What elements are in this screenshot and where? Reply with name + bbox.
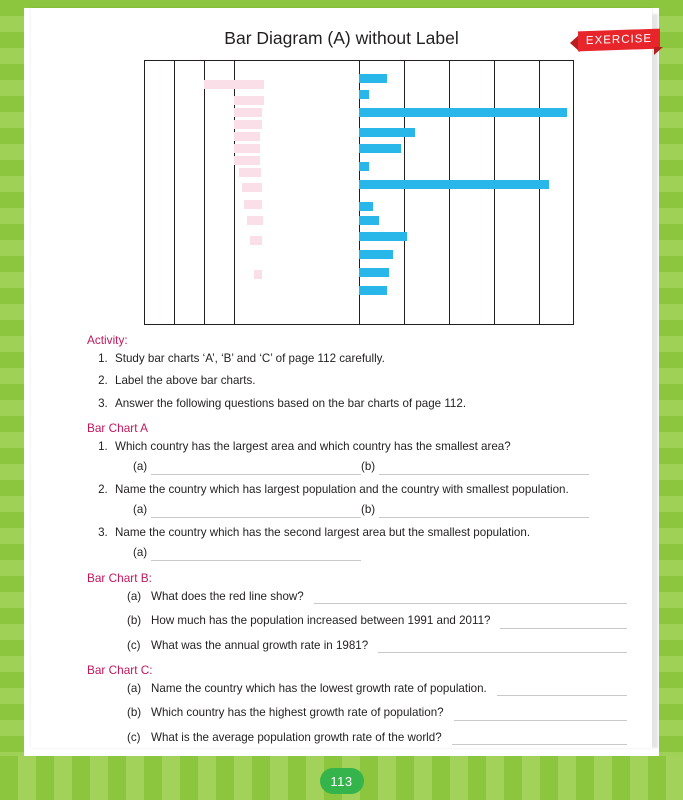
activity-heading: Activity: [87,333,128,347]
chart-bar-pink [242,183,262,192]
answer-row [133,460,627,474]
chart-bar-pink [254,270,262,279]
answer-label: (a) [133,503,148,517]
answer-slot[interactable] [133,460,361,474]
chart-bar-blue [359,108,567,117]
question-letter: (a) [127,681,142,695]
chart-bar-blue [359,202,373,211]
list-item [111,483,627,518]
page-border-left [0,0,24,800]
answer-line[interactable] [497,683,627,696]
page-border-top [0,0,683,8]
question-letter: (c) [127,638,141,652]
sheet-shadow [652,14,658,748]
question-text: What was the annual growth rate in 1981? [151,638,369,652]
list-item [111,440,627,475]
chart-bar-pink [204,80,264,89]
chart-bar-blue [359,268,389,277]
list-item [111,526,627,561]
answer-row [133,546,627,560]
chart-bar-blue [359,232,407,241]
chart-bar-pink [234,156,260,165]
question-text: Name the country which has the second largest area but the smallest population. [115,525,531,539]
chart-bar-pink [239,168,261,177]
question-row [127,639,627,653]
worksheet-sheet [31,8,652,748]
page-title: Bar Diagram (A) without Label [224,28,459,48]
exercise-ribbon [570,30,662,58]
answer-line[interactable] [378,640,627,653]
question-row [127,731,627,745]
question-letter: (c) [127,730,141,744]
question-text: How much has the population increased between 1991 and 2011? [151,614,491,628]
question-text: Name the country which has the lowest growth rate of population. [151,681,487,695]
question-row [127,614,627,628]
activity-list [89,352,627,411]
chart-bar-pink [234,108,262,117]
bar-chart-c-heading: Bar Chart C: [87,663,153,678]
chart-bar-blue [359,74,387,83]
chart-bar-pink [244,200,262,209]
question-letter: (a) [127,589,142,603]
answer-slot[interactable] [133,503,361,517]
answer-label: (a) [133,546,148,560]
answer-line[interactable] [500,616,627,629]
chart-bar-blue [359,250,393,259]
question-text: What is the average population growth rate of the world? [151,730,442,744]
answer-line[interactable] [454,708,627,721]
question-row [127,706,627,720]
answer-line[interactable] [452,732,627,745]
question-text: Which country has the highest growth rate of population? [151,706,444,720]
answer-line[interactable] [379,463,589,475]
answer-slot[interactable] [133,546,361,560]
bar-chart-a-heading: Bar Chart A [87,421,148,436]
bar-chart-c-questions [87,682,627,745]
chart-bar-blue [359,180,549,189]
answer-slot[interactable] [361,503,589,517]
answer-slot[interactable] [361,460,589,474]
list-item: 3. Answer the following questions based on the bar charts of page 112. [111,397,627,411]
answer-line[interactable] [151,463,361,475]
answer-label: (b) [361,460,376,474]
chart-bar-blue [359,216,379,225]
answer-label: (b) [361,503,376,517]
chart-bar-blue [359,128,415,137]
chart-bars-layer [144,60,574,325]
question-row [127,682,627,696]
chart-bar-pink [234,120,262,129]
answer-line[interactable] [151,549,361,561]
question-letter: (b) [127,706,142,720]
page-border-right [659,0,683,800]
ribbon-fold-icon [654,47,663,55]
chart-bar-pink [234,96,264,105]
bar-chart-b-heading: Bar Chart B: [87,570,152,585]
answer-label: (a) [133,460,148,474]
chart-bar-blue [359,90,369,99]
list-item: 2. Label the above bar charts. [111,374,627,388]
question-text: What does the red line show? [151,589,304,603]
chart-bar-pink [247,216,263,225]
chart-bar-blue [359,162,369,171]
question-row [127,590,627,604]
page-number-badge: 113 [320,768,364,794]
list-item: 1. Study bar charts ‘A’, ‘B’ and ‘C’ of page 112 carefully. [111,352,627,366]
bar-chart-b-questions [87,590,627,653]
answer-line[interactable] [151,506,361,518]
answer-line[interactable] [314,591,627,604]
answer-line[interactable] [379,506,589,518]
chart-bar-blue [359,286,387,295]
worksheet-content [87,333,627,755]
question-text: Name the country which has largest population and the country with smallest population. [115,482,569,496]
answer-row [133,503,627,517]
exercise-ribbon-label: EXERCISE [578,29,660,52]
chart-bar-pink [234,144,260,153]
chart-bar-pink [234,132,260,141]
bar-chart-a-questions [89,440,627,561]
question-text: Which country has the largest area and which country has the smallest area? [115,439,511,453]
bar-diagram-a [144,60,574,325]
chart-bar-pink [250,236,262,245]
chart-bar-blue [359,144,401,153]
question-letter: (b) [127,614,142,628]
